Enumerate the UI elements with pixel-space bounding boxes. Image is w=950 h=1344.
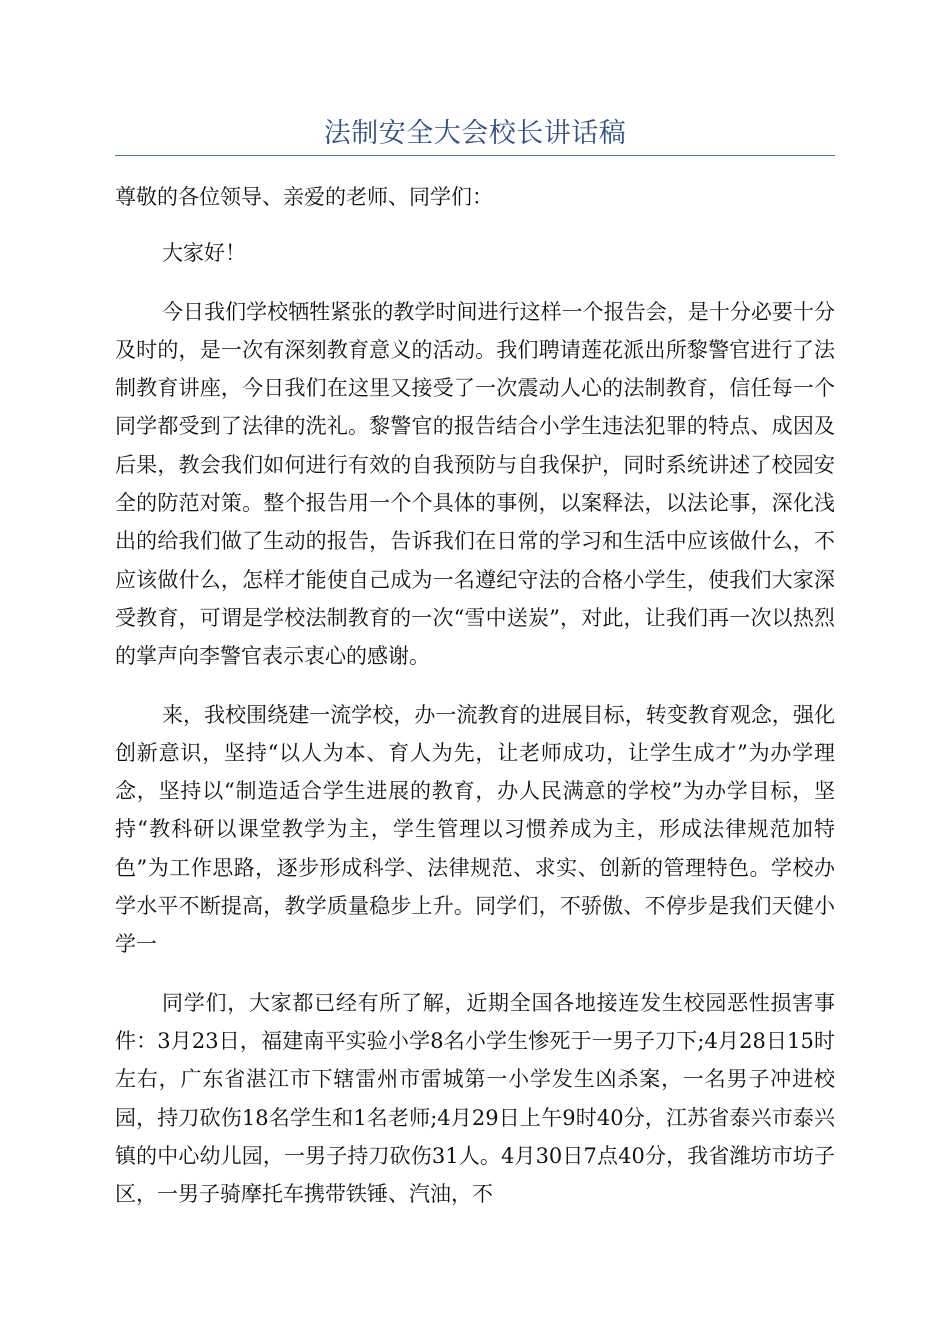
title-underline [115, 155, 835, 156]
document-body [115, 178, 835, 1233]
salutation: 尊敬的各位领导、亲爱的老师、同学们： [115, 185, 493, 209]
document-title: 法制安全大会校长讲话稿 [323, 118, 627, 149]
paragraph-greeting: 大家好！ [162, 241, 246, 266]
paragraph-campus-incidents: 同学们，大家都已经有所了解，近期全国各地接连发生校园恶性损害事件：3月23日，福建南平实验小学8名小学生惨死于一男子刀下;4月28日15时左右，广东省湛江市下辖雷州市雷城第一小学发生凶杀案，一名男子冲进校园，持刀砍伤18名学生和1名老师;4月29日上午9时40分，江苏省泰兴市泰兴镇的中心幼儿园，一男子持刀砍伤31人。4月30日7点40分，我省潍坊市坊子区，一男子骑摩托车携带铁锤、汽油，不 [115, 990, 835, 1207]
paragraph-school-goals: 来，我校围绕建一流学校，办一流教育的进展目标，转变教育观念，强化创新意识，坚持“以人为本、育人为先，让老师成功，让学生成才”为办学理念，坚持以“制造适合学生进展的教育，办人民满意的学校”为办学目标，坚持“教科研以课堂教学为主，学生管理以习惯养成为主，形成法律规范加特色”为工作思路，逐步形成科学、法律规范、求实、创新的管理特色。学校办学水平不断提高，教学质量稳步上升。同学们，不骄傲、不停步是我们天健小学一 [115, 702, 835, 957]
paragraph-report-thanks: 今日我们学校牺牲紧张的教学时间进行这样一个报告会，是十分必要十分及时的，是一次有深刻教育意义的活动。我们聘请莲花派出所黎警官进行了法制教育讲座，今日我们在这里又接受了一次震动人心的法制教育，信任每一个同学都受到了法律的洗礼。黎警官的报告结合小学生违法犯罪的特点、成因及后果，教会我们如何进行有效的自我预防与自我保护，同时系统讲述了校园安全的防范对策。整个报告用一个个具体的事例，以案释法，以法论事，深化浅出的给我们做了生动的报告，告诉我们在日常的学习和生活中应该做什么，不应该做什么，怎样才能使自己成为一名遵纪守法的合格小学生，使我们大家深受教育，可谓是学校法制教育的一次“雪中送炭”，对此，让我们再一次以热烈的掌声向李警官表示衷心的感谢。 [115, 299, 835, 669]
